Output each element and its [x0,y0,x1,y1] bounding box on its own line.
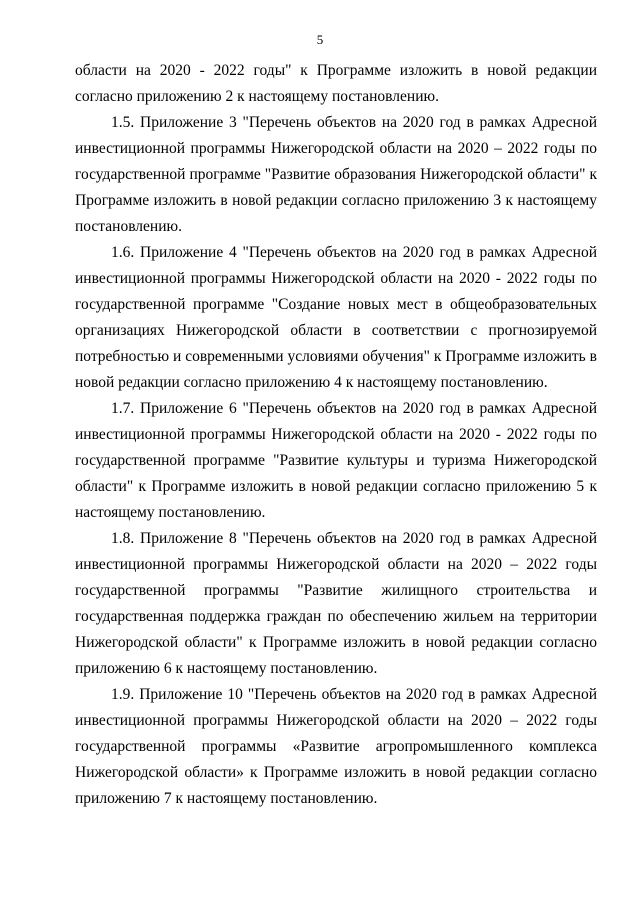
paragraph-1-6: 1.6. Приложение 4 "Перечень объектов на 2020 год в рамках Адресной инвестиционной программы Нижегородской области на 2020 - 2022 годы по государственной программе "Создание новых мест в общеобразовательных организациях Нижегородской области в соответствии с прогнозируемой потребностью и современными условиями обучения" к Программе изложить в новой редакции согласно приложению 4 к настоящему постановлению. [75,244,597,391]
paragraph-1-7: 1.7. Приложение 6 "Перечень объектов на 2020 год в рамках Адресной инвестиционной программы Нижегородской области на 2020 - 2022 годы по государственной программе "Развитие культуры и туризма Нижегородской области" к Программе изложить в новой редакции согласно приложению 5 к настоящему постановлению. [75,400,597,521]
paragraph-continuation: области на 2020 - 2022 годы" к Программе изложить в новой редакции согласно приложению 2 к настоящему постановлению. [75,62,597,105]
document-body [75,58,597,812]
paragraph-1-9: 1.9. Приложение 10 "Перечень объектов на 2020 год в рамках Адресной инвестиционной программы Нижегородской области на 2020 – 2022 годы государственной программы «Развитие агропромышленного комплекса Нижегородской области» к Программе изложить в новой редакции согласно приложению 7 к настоящему постановлению. [75,686,597,807]
page-number: 5 [316,32,324,47]
paragraph-1-5: 1.5. Приложение 3 "Перечень объектов на 2020 год в рамках Адресной инвестиционной программы Нижегородской области на 2020 – 2022 годы по государственной программе "Развитие образования Нижегородской области" к Программе изложить в новой редакции согласно приложению 3 к настоящему постановлению. [75,114,597,235]
paragraph-1-8: 1.8. Приложение 8 "Перечень объектов на 2020 год в рамках Адресной инвестиционной программы Нижегородской области на 2020 – 2022 годы государственной программы "Развитие жилищного строительства и государственная поддержка граждан по обеспечению жильем на территории Нижегородской области" к Программе изложить в новой редакции согласно приложению 6 к настоящему постановлению. [75,530,597,677]
